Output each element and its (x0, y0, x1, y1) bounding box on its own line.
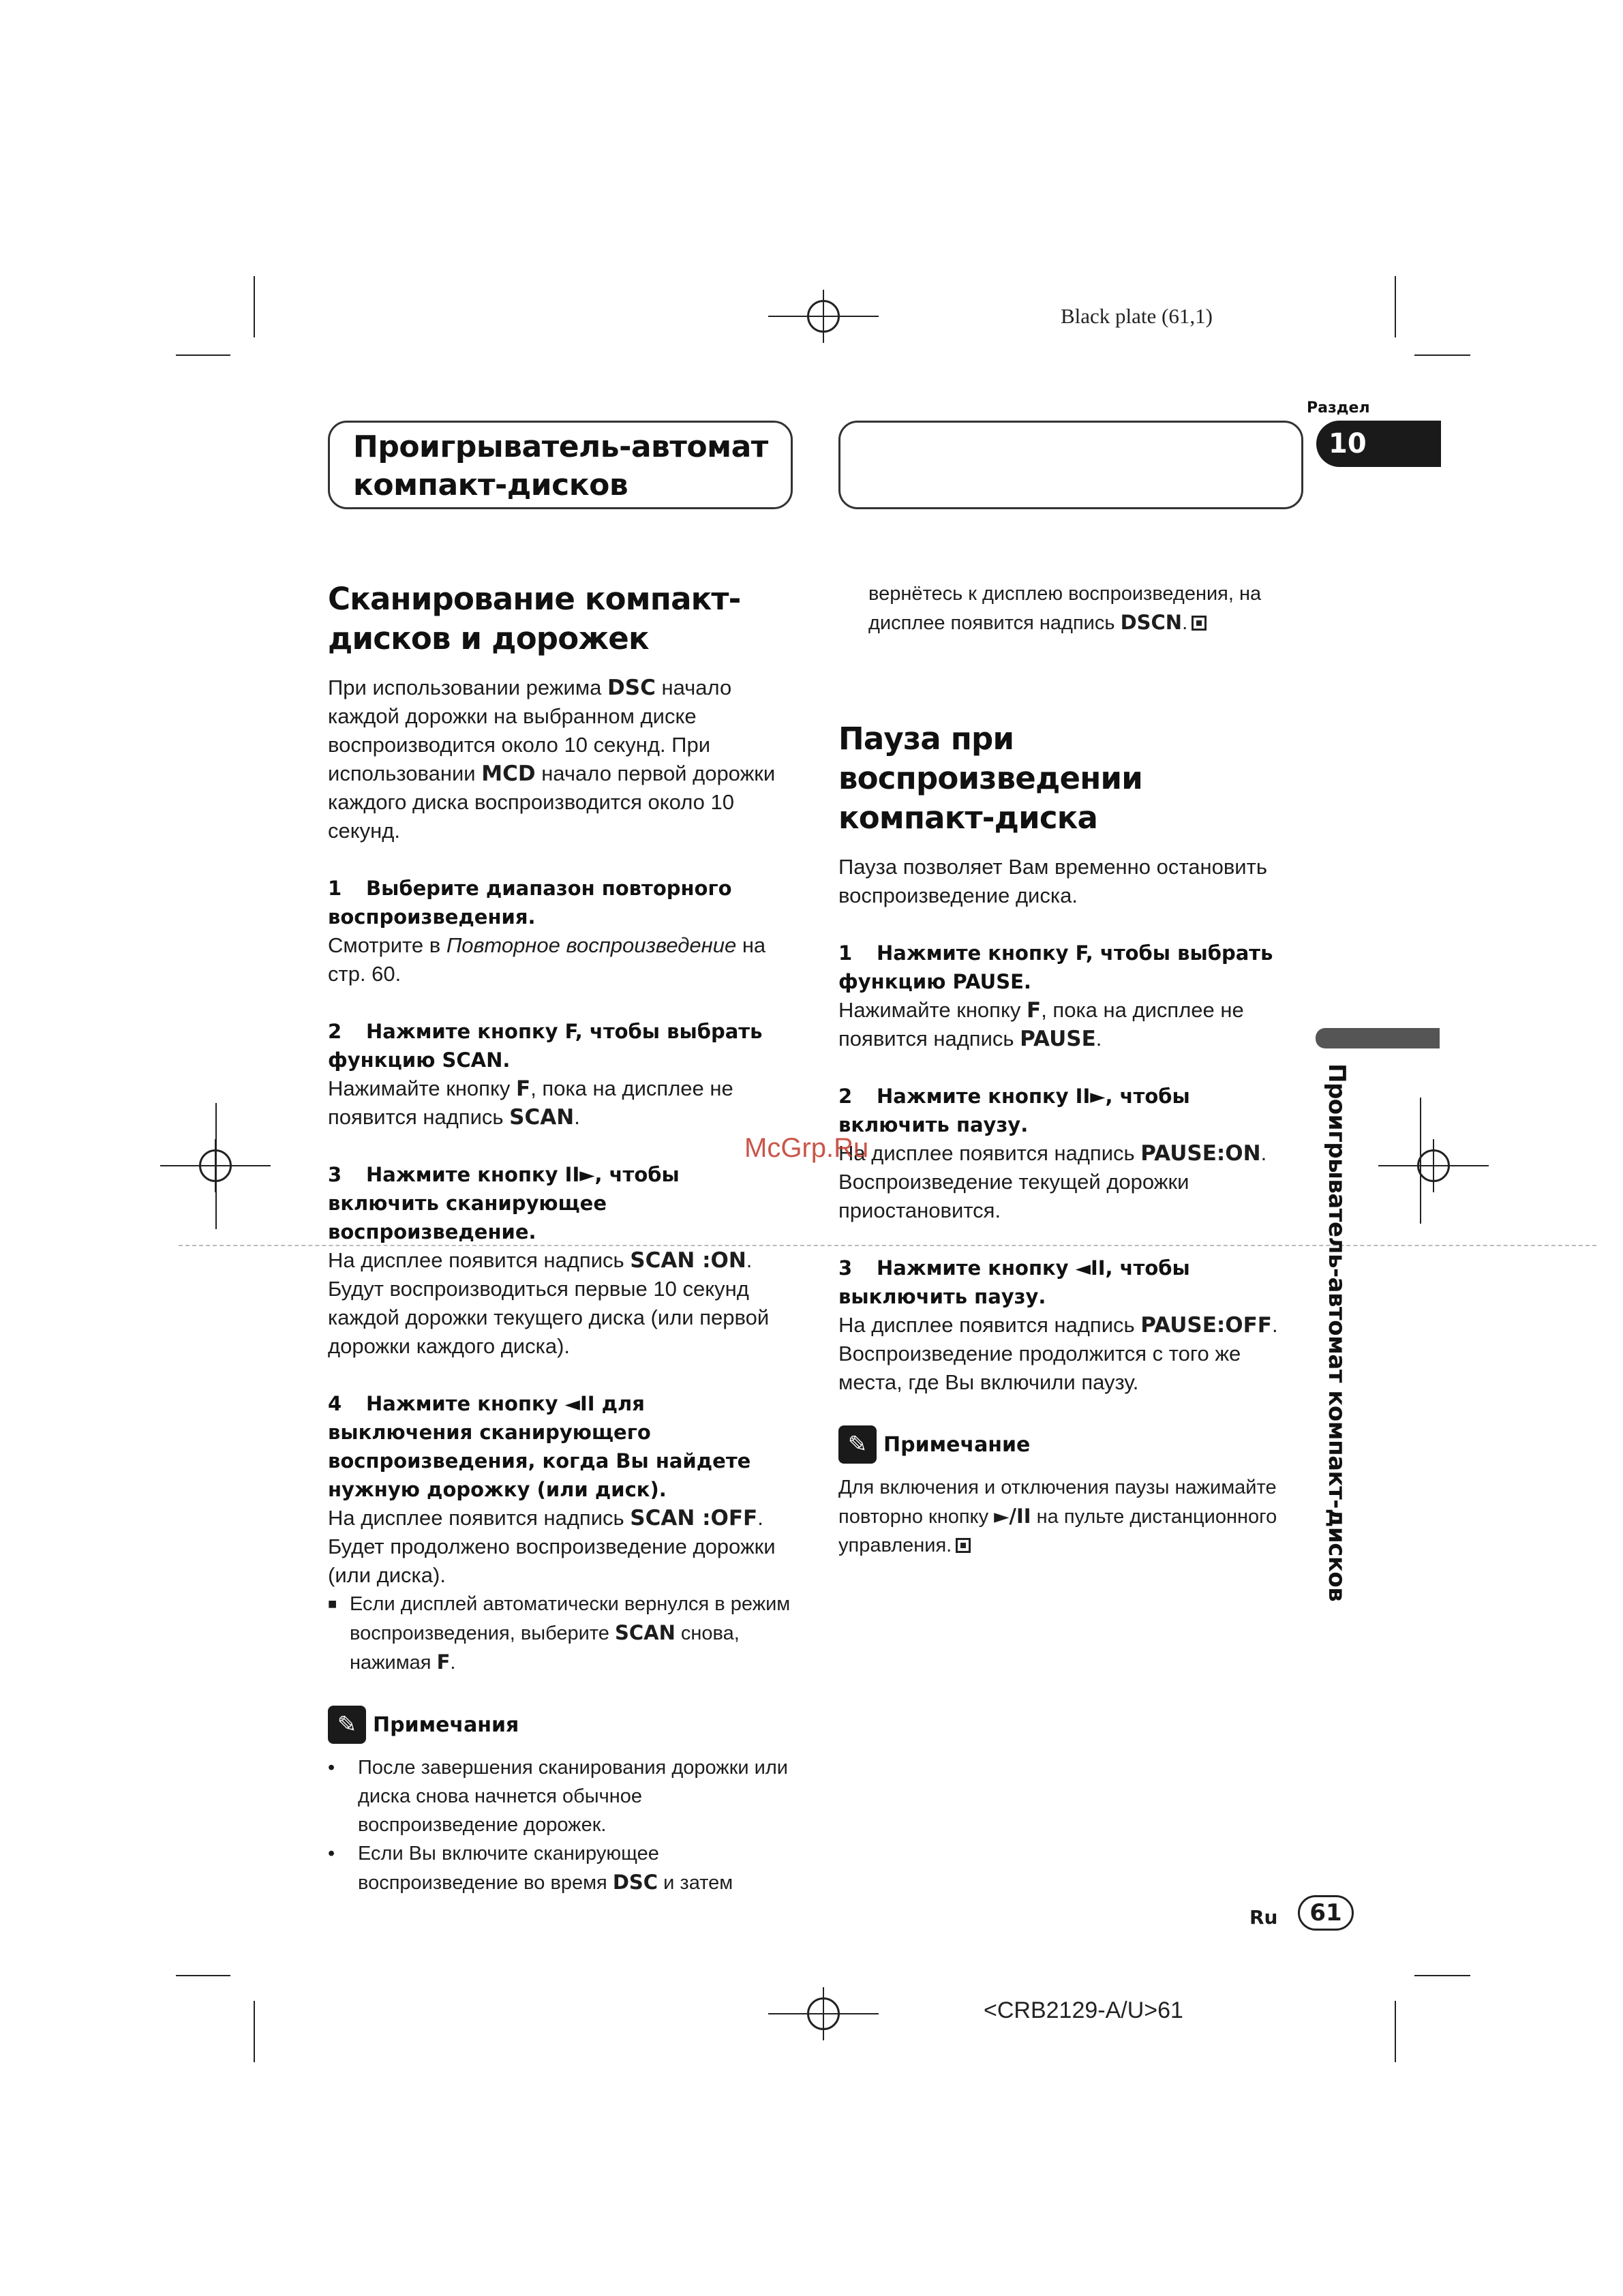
note-item: • Если Вы включите сканирующее воспроизведение во время DSC и затем (328, 1843, 733, 1894)
language-label: Ru (1249, 1906, 1278, 1929)
watermark: McGrp.Ru (744, 1133, 869, 1163)
crop-mark (176, 354, 230, 356)
note-header (838, 1425, 1302, 1464)
pause-step-2-text: На дисплее появится надпись PAUSE:ON. Воспроизведение текущей дорожки приостановится. (838, 1141, 1267, 1222)
scan-step-3-title: 3 Нажмите кнопку II►, чтобы включить сканирующее воспроизведение. (328, 1163, 680, 1243)
registration-mark (807, 300, 840, 333)
document-code: <CRB2129-A/U>61 (984, 1997, 1183, 2023)
chapter-title-box (328, 421, 793, 509)
continued-text: вернётесь к дисплею воспроизведения, на дисплее появится надпись DSCN. (868, 583, 1262, 634)
sidebar-tab (1316, 1028, 1440, 1048)
crop-mark (1420, 1098, 1421, 1224)
note-pencil-icon: ✎ (838, 1425, 877, 1464)
notes-header (328, 1706, 791, 1744)
crop-mark (254, 2001, 255, 2062)
pause-step-2-title: 2 Нажмите кнопку II►, чтобы включить паузу. (838, 1085, 1190, 1136)
crop-mark (215, 1103, 217, 1229)
registration-mark (1417, 1149, 1450, 1182)
sidebar-title: Проигрыватель-автомат компакт-дисков (1323, 1063, 1350, 1602)
pause-intro: Пауза позволяет Вам временно остановить воспроизведение диска. (838, 855, 1267, 907)
note-title: Примечание (883, 1432, 1031, 1457)
section-heading-scan: Сканирование компакт- дисков и дорожек (328, 581, 741, 656)
pause-step-3-title: 3 Нажмите кнопку ◄II, чтобы выключить паузу. (838, 1256, 1190, 1308)
pause-step-3-text: На дисплее появится надпись PAUSE:OFF. Воспроизведение продолжится с того же места, где Вы включили паузу. (838, 1313, 1278, 1394)
left-column (328, 579, 791, 1897)
scan-intro: При использовании режима DSC начало каждой дорожки на выбранном диске воспроизводится около 10 секунд. При использовании MCD начало первой дорожки каждого диска воспроизводится около 10 секунд. (328, 676, 776, 843)
note-pencil-icon: ✎ (328, 1706, 366, 1744)
scan-step-1-title: 1 Выберите диапазон повторного воспроизведения. (328, 877, 732, 928)
crop-mark (254, 276, 255, 337)
right-column (838, 579, 1302, 1560)
note-item: • После завершения сканирования дорожки или диска снова начнется обычное воспроизведение дорожек. (328, 1757, 788, 1836)
scan-step-4-text: На дисплее появится надпись SCAN :OFF. Будет продолжено воспроизведение дорожки (или диска). (328, 1506, 776, 1587)
section-label: Раздел (1307, 399, 1370, 417)
section-number-badge (1316, 421, 1441, 467)
crop-mark (1395, 2001, 1396, 2062)
scan-step-3-text: На дисплее появится надпись SCAN :ON. Будут воспроизводиться первые 10 секунд каждой дорожки текущего диска (или первой дорожки каждого диска). (328, 1248, 770, 1358)
chapter-title-line2: компакт-дисков (353, 468, 628, 502)
scan-step-4-title: 4 Нажмите кнопку ◄II для выключения сканирующего воспроизведения, когда Вы найдете нужную дорожку (или диск). (328, 1392, 751, 1501)
section-number: 10 (1329, 428, 1367, 459)
crop-mark (1414, 1975, 1470, 1976)
cross-reference-link: Повторное воспроизведение (446, 933, 737, 957)
page-number-badge (1298, 1895, 1354, 1931)
scan-step-2-text: Нажимайте кнопку F, пока на дисплее не появится надпись SCAN. (328, 1076, 733, 1130)
note-text: Для включения и отключения паузы нажимайте повторно кнопку ►/II на пульте дистанционного управления. (838, 1477, 1277, 1556)
plate-label: Black plate (61,1) (1061, 304, 1213, 328)
pause-step-1-title: 1 Нажмите кнопку F, чтобы выбрать функцию PAUSE. (838, 941, 1273, 993)
crop-mark (1414, 354, 1470, 356)
pause-step-1-text: Нажимайте кнопку F, пока на дисплее не появится надпись PAUSE. (838, 998, 1244, 1051)
end-mark-icon (1192, 616, 1207, 631)
notes-title: Примечания (373, 1712, 519, 1737)
end-mark-icon (956, 1538, 971, 1553)
crop-mark (176, 1975, 230, 1976)
section-heading-pause: Пауза при воспроизведении компакт-диска (838, 721, 1142, 836)
crop-mark (1395, 276, 1396, 337)
chapter-title-line1: Проигрыватель-автомат (353, 429, 768, 464)
empty-title-box (838, 421, 1303, 509)
scan-step-4-bullet: ■ Если дисплей автоматически вернулся в режим воспроизведения, выберите SCAN снова, нажимая F. (328, 1593, 791, 1674)
page-number: 61 (1309, 1899, 1342, 1927)
registration-mark (807, 1997, 840, 2030)
scan-step-2-title: 2 Нажмите кнопку F, чтобы выбрать функцию SCAN. (328, 1020, 763, 1072)
scan-step-1-text: Смотрите в Повторное воспроизведение на стр. 60. (328, 933, 766, 986)
